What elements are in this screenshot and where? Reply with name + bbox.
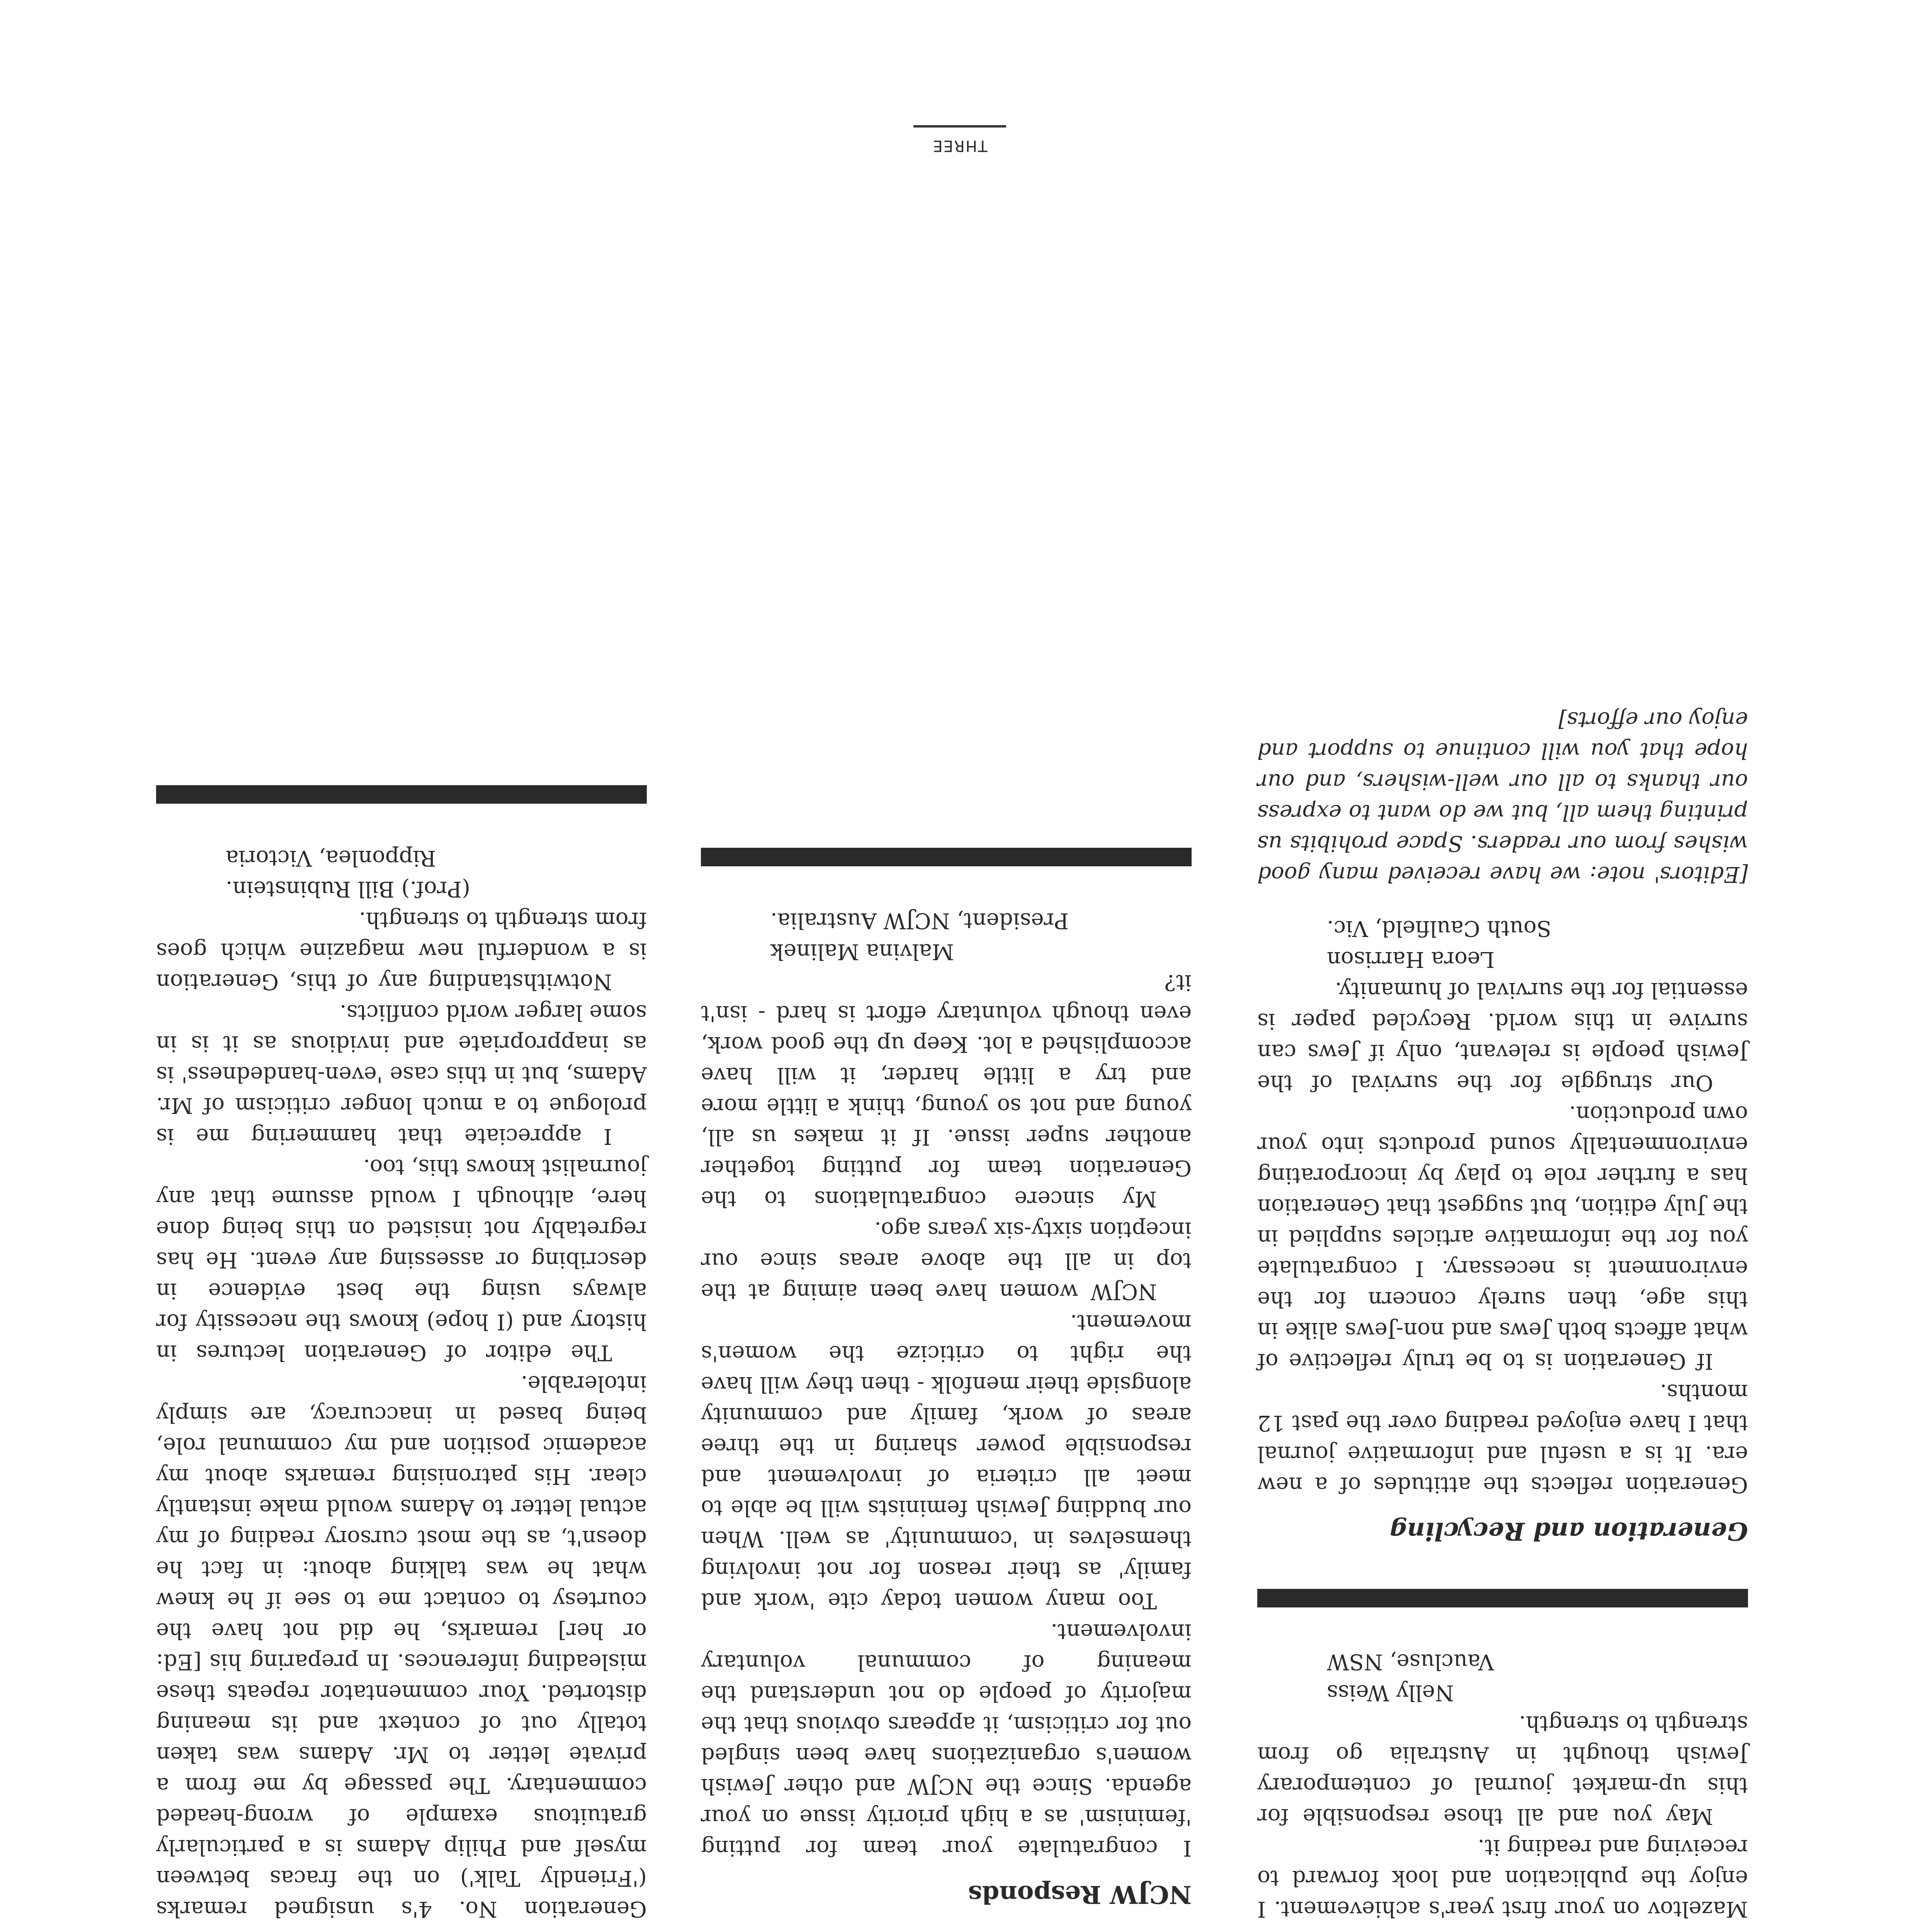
column-2 — [701, 805, 1192, 1932]
page-number-rule — [913, 125, 1006, 128]
column-3 — [156, 743, 647, 1932]
letter-mazeltov — [1257, 1646, 1748, 1932]
column-rule — [156, 785, 647, 804]
signature-name: Malvina Malinek — [770, 939, 954, 964]
signature-place: South Caulfield, Vic. — [1327, 916, 1552, 941]
signature-place: Ripponlea, Victoria — [226, 845, 436, 871]
paragraph: Notwithstanding any of this, Generation is a wonderful new magazine which goes from strength to strength. — [156, 907, 647, 994]
paragraph: NCJW women have been aiming at the top in all the above areas since our inception sixty-six years ago. — [701, 1217, 1192, 1304]
letter-ncjw — [701, 905, 1192, 1910]
signature-name: (Prof.) Bill Rubinstein. — [226, 876, 471, 901]
paragraph: I congratulate your team for putting 'feminism' as a high priority issue on your agenda. Since the NCJW and other Jewish women's organizations have been singled out for criticism, it appears obvious that the majority of people do not understand the meaning of communal voluntary involvement. — [701, 1619, 1192, 1861]
letter-generation-recycling — [1257, 704, 1748, 1546]
paragraph: Mazeltov on your first year's achievement. I enjoy the publication and look forward to receiving and reading it. — [1257, 1835, 1748, 1922]
paragraph: If Generation is to be truly reflective of what affects both Jews and non-Jews alike in this age, then surely concern for the environment is necessary. I congratulate you for the informative articles supplied in the July edition, but suggest that Generation has a further role to play by incorporating environmentally sound products into your own production. — [1257, 1101, 1748, 1374]
paragraph: Generation No. 4's unsigned remarks ('Friendly Talk') on the fracas between myself and Philip Adams is a particularly gratuitous example of wrong-headed commentary. The passage by me from a private letter to Mr. Adams was taken totally out of context and its meaning distorted. Your commentator repeats these misleading inferences. In preparing his [Ed: or her] remarks, he did not have the courtesy to contact me to see if he knew what he was talking about: in fact he doesn't, as the most cursory reading of my actual letter to Adams would make instantly clear. His patronising remarks about my academic position and my communal role, being based in inaccuracy, are simply intolerable. — [156, 1371, 647, 1922]
editors-note: [Editors' note: we have received many good wishes from our readers. Space prohibits us printing them all, but we do want to express our thanks to all our well-wishers, and our hope that you will continue to support and enjoy our efforts] — [1257, 707, 1748, 887]
column-1 — [1257, 704, 1748, 1932]
paragraph: May you and all those responsible for this up-market journal of contemporary Jewish thought in Australia go from strength to strength. — [1257, 1711, 1748, 1829]
paragraph: Too many women today cite 'work and family' as their reason for not involving themselves in 'community' as well. When our budding Jewish feminists will be able to meet all criteria of involvement and responsible power sharing in the three areas of work, family and community alongside their menfolk - then they will have the right to criticize the women's movement. — [701, 1310, 1192, 1613]
paragraph: My sincere congratulations to the Generation team for putting together another super issue. If it makes us all, young and not so young, think a little more and try a little harder, it will have accomplished a lot. Keep up the good work, even though voluntary effort is hard - isn't it? — [701, 970, 1192, 1211]
page-number: THREE — [932, 137, 988, 155]
paragraph: The editor of Generation lectures in history and (I hope) knows the necessity for always using the best evidence in describing or assessing any event. He has regretably not insisted on this being done here, although I would assume that any journalist knows this, too. — [156, 1155, 647, 1365]
column-rule — [1257, 1589, 1748, 1607]
paragraph: Our struggle for the survival of the Jewish people is relevant, only if Jews can survive in this world. Recycled paper is essential for the survival of humanity. — [1257, 978, 1748, 1095]
paragraph: I appreciate that hammering me is prologue to a much longer criticism of Mr. Adams, but in this case 'even-handedness' is as inappropriate and invidious as it is in some larger world conflicts. — [156, 1000, 647, 1149]
letter-heading: Generation and Recycling — [1389, 1517, 1748, 1546]
letter-friendly-rebuttal — [156, 842, 647, 1932]
letter-heading: NCJW Responds — [968, 1880, 1192, 1909]
signature-name: Leora Harrison — [1327, 947, 1495, 972]
signature-place: Vaucluse, NSW — [1327, 1649, 1494, 1674]
column-rule — [701, 848, 1192, 866]
signature-place: President, NCJW Australia. — [770, 908, 1069, 933]
paragraph: Generation reflects the attitudes of a new era. It is a useful and informative journal that I have enjoyed reading over the past 12 months. — [1257, 1379, 1748, 1497]
signature-name: Nelly Weiss — [1327, 1680, 1454, 1705]
